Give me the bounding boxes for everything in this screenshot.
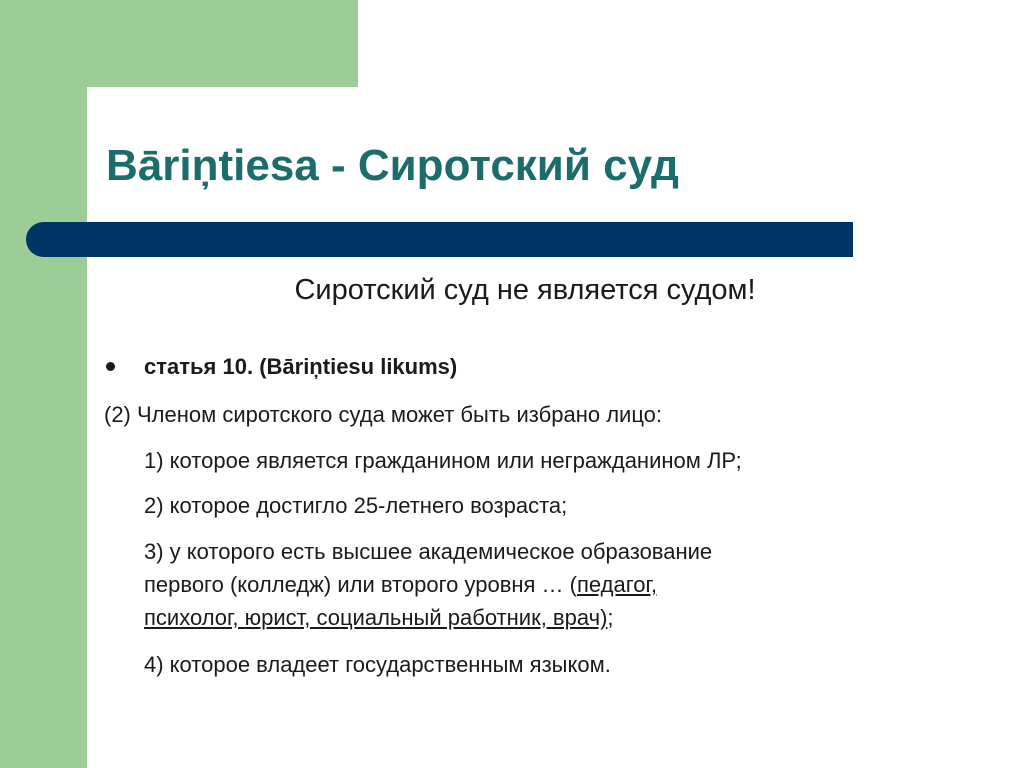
bullet-icon [106,362,115,371]
list-item-3-line-2 [144,570,657,600]
list-item-3-line-3 [144,603,614,633]
list-item-1: 1) которое является гражданином или негражданином ЛР; [144,448,742,473]
list-item-3-text: первого (колледж) или второго уровня … ( [144,572,577,597]
list-item-3-end: ; [607,605,614,630]
professions-link-part-2: психолог, юрист, социальный работник, врач) [144,605,608,630]
list-item-3-line-1: 3) у которого есть высшее академическое образование [144,539,713,564]
bullet-article-heading: статья 10. (Bāriņtiesu likums) [144,354,458,379]
professions-link-part-1: педагог, [577,572,657,597]
paragraph-intro: (2) Членом сиротского суда может быть избрано лицо: [104,402,663,427]
list-item-2: 2) которое достигло 25-летнего возраста; [144,493,568,518]
slide-subtitle: Сиротский суд не является судом! [294,274,756,306]
slide-title: Bāriņtiesa - Сиротский суд [106,141,679,190]
list-item-4: 4) которое владеет государственным языком. [144,652,611,677]
